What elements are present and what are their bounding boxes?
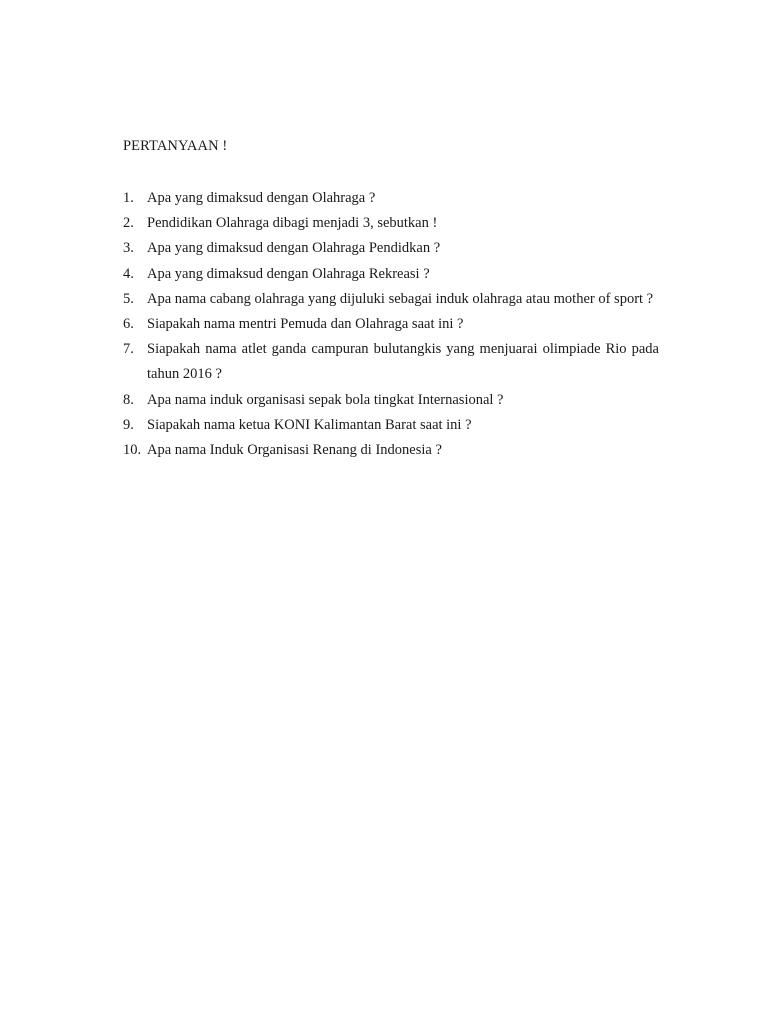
question-number: 2.	[123, 215, 134, 232]
question-text: Siapakah nama atlet ganda campuran bulutangkis yang menjuarai olimpiade Rio pada tahun 2016 ?	[147, 341, 659, 383]
question-number: 6.	[123, 316, 134, 333]
question-text: Siapakah nama ketua KONI Kalimantan Barat saat ini ?	[147, 416, 472, 433]
question-item	[123, 413, 659, 438]
question-number: 4.	[123, 265, 134, 282]
question-item	[123, 337, 659, 387]
question-number: 9.	[123, 416, 134, 433]
question-number: 7.	[123, 341, 134, 358]
question-number: 10.	[123, 442, 142, 459]
question-text: Apa nama induk organisasi sepak bola tingkat Internasional ?	[147, 391, 504, 408]
question-item	[123, 236, 659, 261]
question-text: Apa yang dimaksud dengan Olahraga ?	[147, 190, 376, 206]
question-text: Siapakah nama mentri Pemuda dan Olahraga saat ini ?	[147, 316, 464, 333]
question-text: Apa yang dimaksud dengan Olahraga Rekreasi ?	[147, 265, 430, 282]
question-item	[123, 287, 659, 312]
question-item	[123, 186, 659, 211]
question-text: Pendidikan Olahraga dibagi menjadi 3, sebutkan !	[147, 215, 438, 232]
question-number: 1.	[123, 190, 134, 206]
page-heading: PERTANYAAN !	[123, 138, 228, 154]
question-list	[123, 186, 659, 463]
question-item	[123, 312, 659, 337]
question-item	[123, 211, 659, 236]
question-number: 8.	[123, 391, 134, 408]
question-text: Apa nama cabang olahraga yang dijuluki sebagai induk olahraga atau mother of sport ?	[147, 290, 654, 307]
question-number: 3.	[123, 240, 134, 257]
question-number: 5.	[123, 290, 134, 307]
question-item	[123, 388, 659, 413]
question-text: Apa yang dimaksud dengan Olahraga Pendidkan ?	[147, 240, 441, 257]
question-item	[123, 262, 659, 287]
question-text: Apa nama Induk Organisasi Renang di Indonesia ?	[147, 442, 442, 459]
question-item	[123, 438, 659, 463]
